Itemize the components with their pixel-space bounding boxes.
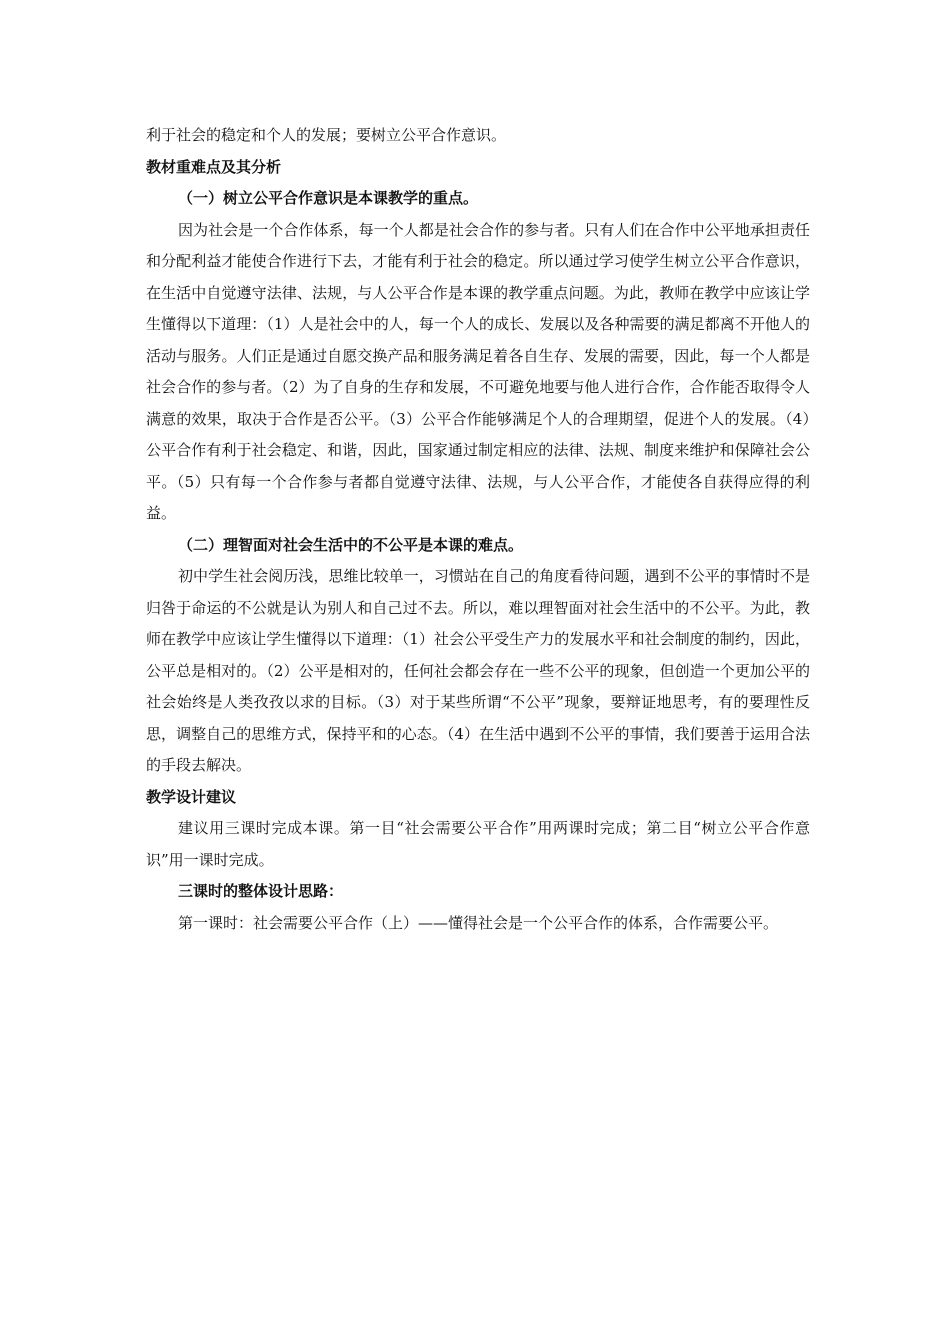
first-lesson-paragraph: 第一课时：社会需要公平合作（上）——懂得社会是一个公平合作的体系，合作需要公平。: [178, 913, 779, 932]
section-heading-teaching-design: 教学设计建议: [146, 787, 237, 806]
difficult-point-paragraph: 初中学生社会阅历浅，思维比较单一，习惯站在自己的角度看待问题，遇到不公平的事情时不是归咎于命运的不公就是认为别人和自己过不去。所以，难以理智面对社会生活中的不公平。为此，教师在教学中应该让学生懂得以下道理：（1）社会公平受生产力的发展水平和社会制度的制约，因此，公平总是相对的。（2）公平是相对的，任何社会都会存在一些不公平的现象，但创造一个更加公平的社会始终是人类孜孜以求的目标。（3）对于某些所谓“不公平”现象，要辩证地思考，有的要理性反思，调整自己的思维方式，保持平和的心态。（4）在生活中遇到不公平的事情，我们要善于运用合法的手段去解决。: [146, 567, 810, 774]
subheading-overall-design: 三课时的整体设计思路：: [178, 882, 344, 900]
teaching-design-paragraph: 建议用三课时完成本课。第一目“社会需要公平合作”用两课时完成；第二目“树立公平合作意识”用一课时完成。: [146, 819, 810, 869]
section-heading-key-points: 教材重难点及其分析: [146, 157, 282, 176]
subheading-difficult-point: （二）理智面对社会生活中的不公平是本课的难点。: [178, 535, 524, 554]
intro-tail-paragraph: 利于社会的稳定和个人的发展；要树立公平合作意识。: [146, 126, 507, 144]
key-point-paragraph: 因为社会是一个合作体系，每一个人都是社会合作的参与者。只有人们在合作中公平地承担责任和分配利益才能使合作进行下去，才能有利于社会的稳定。所以通过学习使学生树立公平合作意识，在生活中自觉遵守法律、法规，与人公平合作是本课的教学重点问题。为此，教师在教学中应该让学生懂得以下道理：（1）人是社会中的人，每一个人的成长、发展以及各种需要的满足都离不开他人的活动与服务。人们正是通过自愿交换产品和服务满足着各自生存、发展的需要，因此，每一个人都是社会合作的参与者。（2）为了自身的生存和发展，不可避免地要与他人进行合作，合作能否取得令人满意的效果，取决于合作是否公平。（3）公平合作能够满足个人的合理期望，促进个人的发展。（4）公平合作有利于社会稳定、和谐，因此，国家通过制定相应的法律、法规、制度来维护和保障社会公平。（5）只有每一个合作参与者都自觉遵守法律、法规，与人公平合作，才能使各自获得应得的利益。: [146, 220, 810, 522]
document-page: [146, 120, 810, 939]
subheading-key-point: （一）树立公平合作意识是本课教学的重点。: [178, 189, 479, 207]
